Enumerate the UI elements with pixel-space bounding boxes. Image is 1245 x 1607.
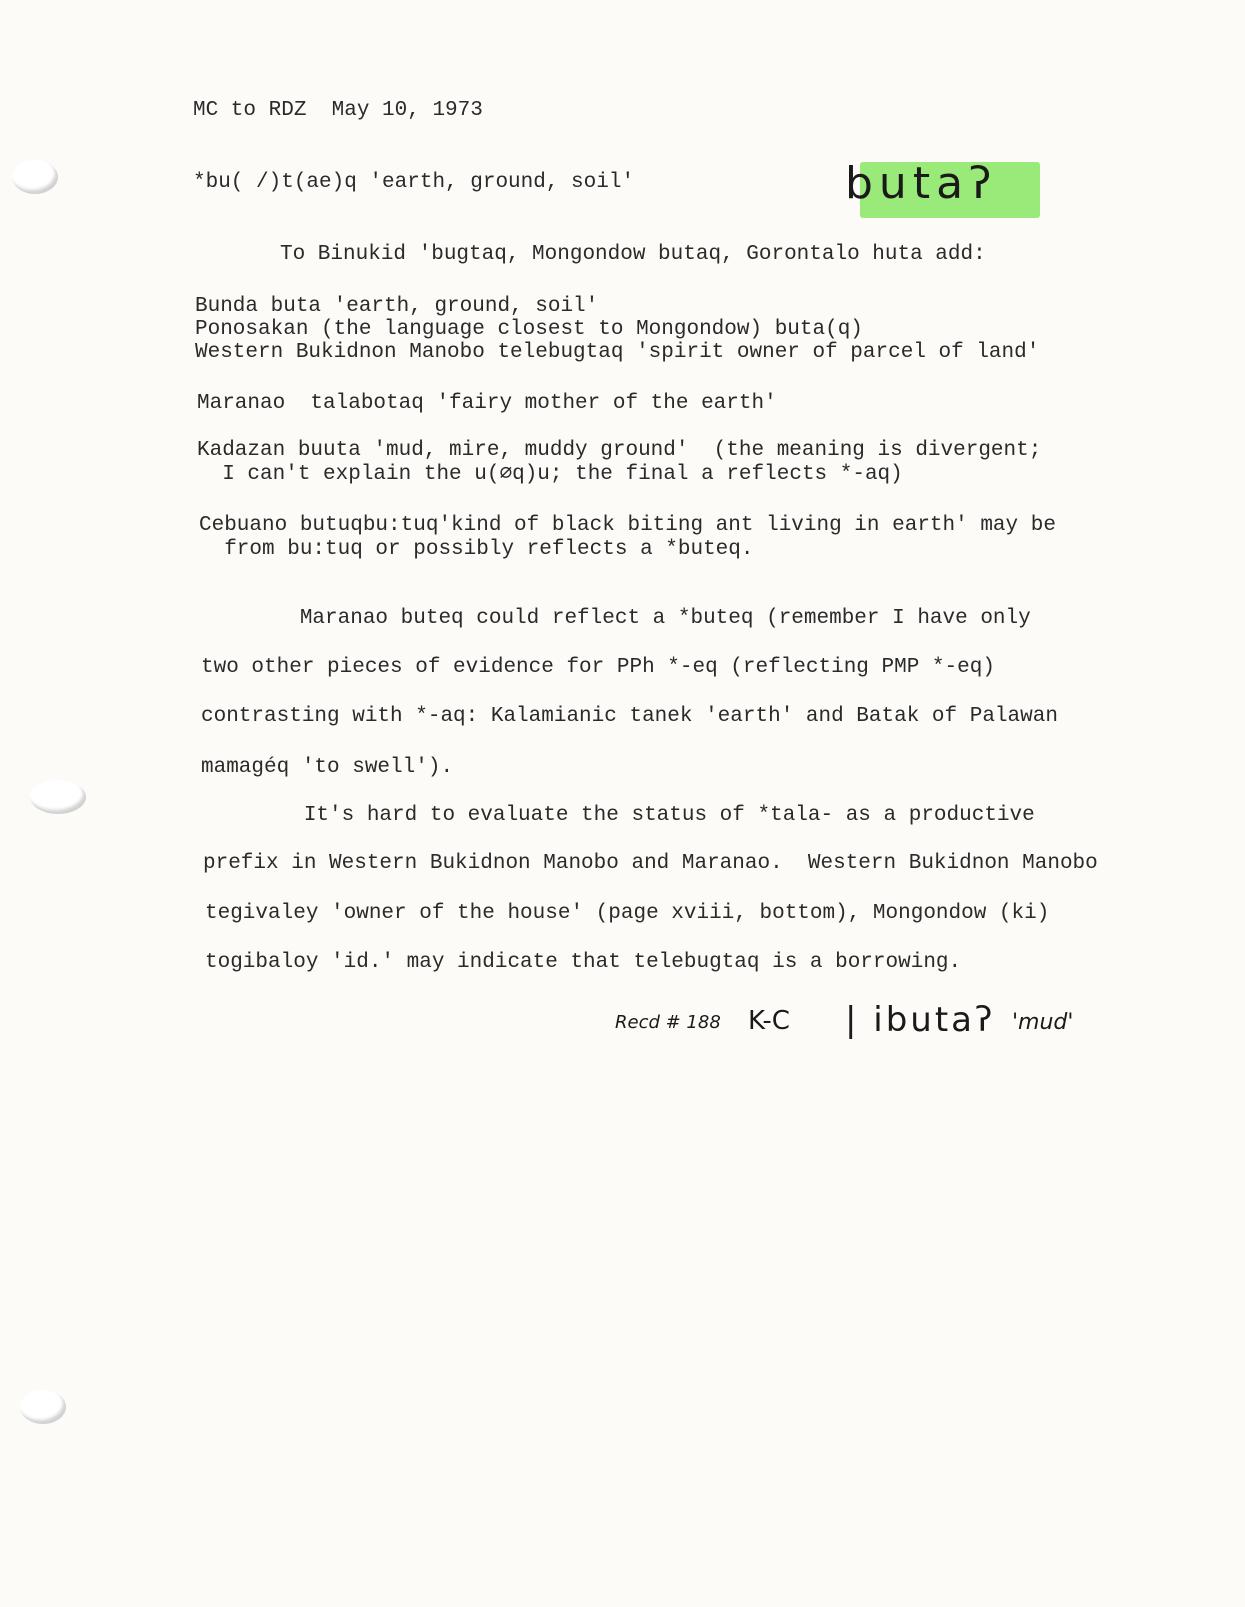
paragraph-1-line-4: mamagéq 'to swell').: [201, 756, 454, 779]
paragraph-2-line-2: prefix in Western Bukidnon Manobo and Maranao. Western Bukidnon Manobo: [203, 852, 1098, 875]
handwritten-gloss: 'mud': [1012, 1010, 1074, 1035]
paragraph-2-line-3: tegivaley 'owner of the house' (page xviii, bottom), Mongondow (ki): [205, 902, 1050, 925]
paragraph-1-line-2: two other pieces of evidence for PPh *-eq (reflecting PMP *-eq): [201, 656, 995, 679]
letter-header: MC to RDZ May 10, 1973: [193, 99, 483, 122]
handwritten-source: K-C: [748, 1006, 790, 1036]
paragraph-1-line-3: contrasting with *-aq: Kalamianic tanek 'earth' and Batak of Palawan: [201, 705, 1058, 728]
paragraph-2-line-4: togibaloy 'id.' may indicate that telebugtaq is a borrowing.: [205, 951, 962, 974]
handwritten-form-top: butaʔ: [845, 158, 998, 209]
handwritten-form-bottom: | ibutaʔ: [845, 1000, 996, 1040]
cebuano-line-2: from bu:tuq or possibly reflects a *buteq.: [199, 538, 754, 561]
cognate-line-3: Western Bukidnon Manobo telebugtaq 'spirit owner of parcel of land': [195, 341, 1040, 364]
cebuano-line-1: Cebuano butuqbu:tuq'kind of black biting ant living in earth' may be: [199, 514, 1056, 537]
kadazan-line-2: I can't explain the u(∅q)u; the final a reflects *-aq): [197, 463, 903, 486]
handwritten-reference: Recd # 188: [615, 1012, 721, 1033]
punch-hole-bottom: [20, 1390, 66, 1424]
paragraph-1-line-1: Maranao buteq could reflect a *buteq (remember I have only: [199, 607, 1031, 630]
cognate-line-2: Ponosakan (the language closest to Mongondow) buta(q): [195, 318, 863, 341]
punch-hole-top: [12, 160, 58, 194]
cognate-line-1: Bunda buta 'earth, ground, soil': [195, 295, 599, 318]
maranao-line: Maranao talabotaq 'fairy mother of the earth': [197, 392, 777, 415]
paragraph-2-line-1: It's hard to evaluate the status of *tala- as a productive: [203, 804, 1035, 827]
reconstruction-heading: *bu( /)t(ae)q 'earth, ground, soil': [193, 171, 635, 194]
intro-line: To Binukid 'bugtaq, Mongondow butaq, Gorontalo huta add:: [280, 243, 986, 266]
punch-hole-middle: [30, 780, 86, 814]
kadazan-line-1: Kadazan buuta 'mud, mire, muddy ground' (the meaning is divergent;: [197, 439, 1042, 462]
